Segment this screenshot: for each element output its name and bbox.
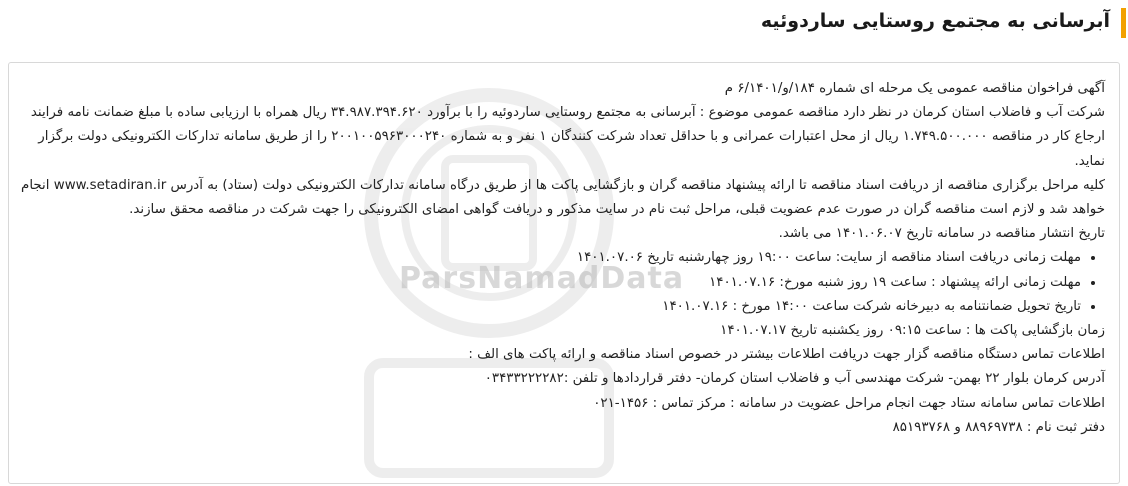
deadline-proposal: • مهلت زمانی ارائه پیشنهاد : ساعت ۱۹ روز شنبه مورخ: ۱۴۰۱.۰۷.۱۶	[21, 271, 1081, 295]
deadline-documents: • مهلت زمانی دریافت اسناد مناقصه از سایت: ساعت ۱۹:۰۰ روز چهارشنبه تاریخ ۱۴۰۱.۰۷.۰۶	[21, 246, 1081, 270]
page-header	[0, 0, 1128, 46]
contact-intro-line: اطلاعات تماس دستگاه مناقصه گزار جهت دریافت اطلاعات بیشتر در خصوص اسناد مناقصه و ارائه پاکت های الف :	[468, 347, 1105, 363]
tender-content	[9, 63, 1119, 440]
page-title: آبرسانی به مجتمع روستایی ساردوئیه	[760, 10, 1110, 32]
tender-heading: آگهی فراخوان مناقصه عمومی یک مرحله ای شماره ۱۸۴/و/۶/۱۴۰۱ م	[724, 81, 1105, 96]
registration-office-line: دفتر ثبت نام : ۸۸۹۶۹۷۳۸ و ۸۵۱۹۳۷۶۸	[892, 419, 1105, 435]
setad-contact-line: اطلاعات تماس سامانه ستاد جهت انجام مراحل عضویت در سامانه : مرکز تماس : ۱۴۵۶-۰۲۱	[593, 395, 1105, 411]
contact-address-line: آدرس کرمان بلوار ۲۲ بهمن- شرکت مهندسی آب و فاضلاب استان کرمان- دفتر قراردادها و تلفن :۰۳۴۳۳۲۲۲۲۸۲	[484, 371, 1105, 387]
deadline-guarantee: • تاریخ تحویل ضمانتنامه به دبیرخانه شرکت ساعت ۱۴:۰۰ مورخ : ۱۴۰۱.۰۷.۱۶	[21, 295, 1081, 319]
header-accent-bar	[1121, 8, 1126, 38]
opening-time-line: زمان بازگشایی پاکت ها : ساعت ۰۹:۱۵ روز یکشنبه تاریخ ۱۴۰۱.۰۷.۱۷	[720, 323, 1105, 339]
tender-paragraph-publish-date: تاریخ انتشار مناقصه در سامانه تاریخ ۱۴۰۱.۰۶.۰۷ می باشد.	[778, 226, 1105, 242]
tender-paragraph-process: کلیه مراحل برگزاری مناقصه از دریافت اسناد مناقصه تا ارائه پیشنهاد مناقصه گران و بازگشایی پاکت ها از طریق درگاه سامانه تدارکات الکترونیکی دولت (ستاد) به آدرس www.setadiran.ir انجام خواهد شد و لازم است مناقصه گران در صورت عدم عضویت قبلی، مراحل ثبت نام در سایت مذکور و دریافت گواهی امضای الکترونیکی را جهت شرکت در مناقصه محقق سازند.	[21, 177, 1105, 218]
tender-card	[8, 62, 1120, 484]
deadline-list	[21, 246, 1105, 319]
tender-paragraph-organizer: شرکت آب و فاضلاب استان کرمان در نظر دارد مناقصه عمومی موضوع : آبرسانی به مجتمع روستایی ساردوئیه را با برآورد ۳۴.۹۸۷.۳۹۴.۶۲۰ ریال همراه با ارزیابی ساده با مبلغ ضمانت نامه فرایند ارجاع کار در مناقصه ۱.۷۴۹.۵۰۰.۰۰۰ ریال از محل اعتبارات عمرانی و با حداقل تعداد شرکت کنندگان ۱ نفر و به شماره ۲۰۰۱۰۰۵۹۶۳۰۰۰۲۴۰ را از طریق سامانه تدارکات الکترونیکی دولت برگزار نماید.	[30, 105, 1105, 169]
watermark-logo-text: ParsNamadData	[399, 261, 685, 296]
